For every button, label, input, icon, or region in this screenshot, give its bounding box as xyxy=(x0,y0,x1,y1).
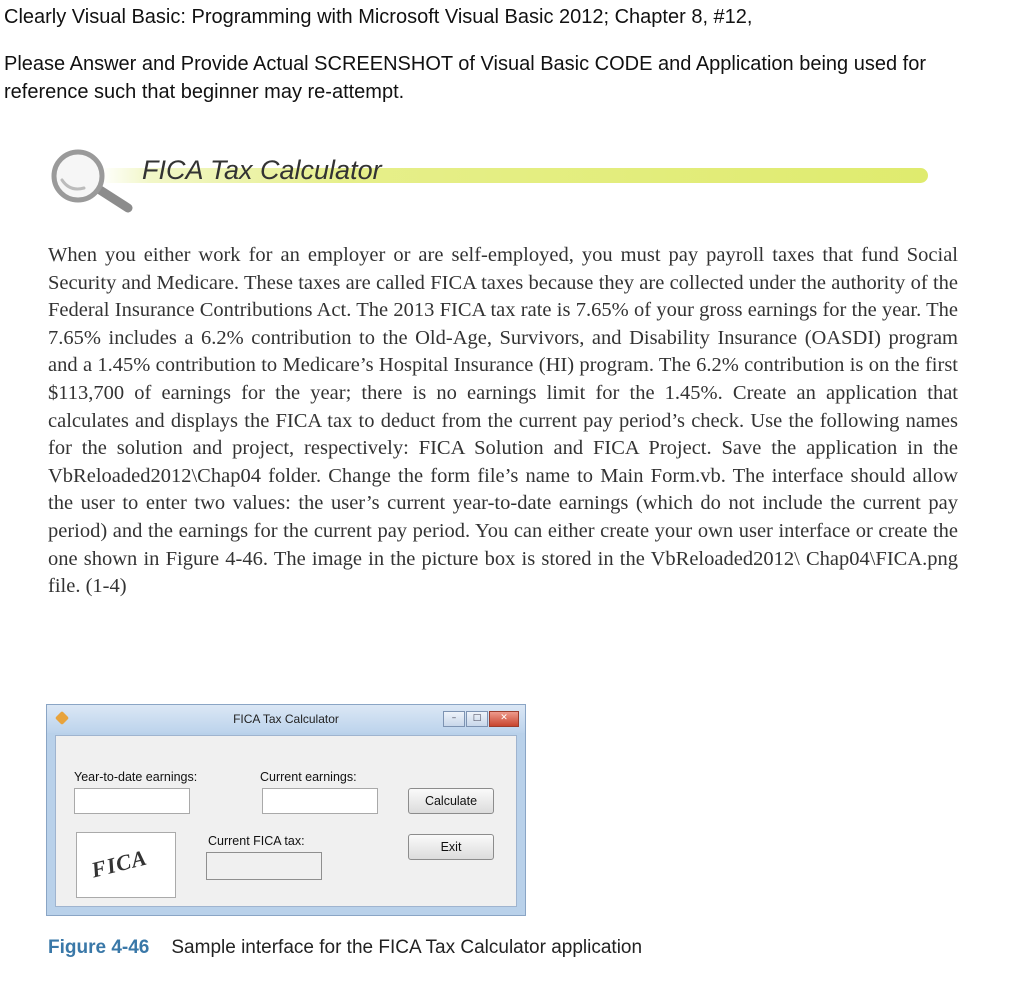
current-earnings-label: Current earnings: xyxy=(260,770,357,784)
fica-tax-label: Current FICA tax: xyxy=(208,834,305,848)
minimize-icon[interactable]: – xyxy=(443,711,465,727)
magnifier-icon xyxy=(40,146,138,216)
section-title: FICA Tax Calculator xyxy=(142,155,382,185)
exercise-text: When you either work for an employer or are self-employed, you must pay payroll taxes that fund Social Security and Medicare. These taxes are called FICA taxes because they are collected under the authority of the Federal Insurance Contributions Act. The 2013 FICA tax rate is 7.65% of your gross earnings for the year. The 7.65% includes a 6.2% contribution to the Old-Age, Survivors, and Disability Insurance (OASDI) program and a 1.45% contribution to Medicare’s Hospital Insurance (HI) program. The 6.2% contribution is on the first $113,700 of earnings for the year; there is no earnings limit for the 1.45%. Create an application that calculates and displays the FICA tax to deduct from the current pay period’s check. Use the following names for the solution and project, respectively: FICA Solution and FICA Project. Save the application in the VbReloaded2012\Chap04 folder. Change the form file’s name to Main Form.vb. The interface should allow the user to enter two values: the user’s current year-to-date earnings (which do not include the current pay period) and the earnings for the current pay period. You can either create your own user interface or create the one shown in Figure 4-46. The image in the picture box is stored in the VbReloaded2012\ Chap04\FICA.png file. (1-4) xyxy=(48,244,958,598)
ytd-earnings-input[interactable] xyxy=(74,788,190,814)
ytd-earnings-label: Year-to-date earnings: xyxy=(74,770,198,784)
fica-tax-output xyxy=(206,852,322,880)
fica-window xyxy=(46,704,526,916)
close-icon[interactable]: ✕ xyxy=(489,711,519,727)
figure-caption xyxy=(48,937,642,959)
current-earnings-input[interactable] xyxy=(262,788,378,814)
window-client-area xyxy=(55,735,517,907)
maximize-icon[interactable]: □ xyxy=(466,711,488,727)
window-titlebar[interactable] xyxy=(47,705,525,733)
figure-caption-text: Sample interface for the FICA Tax Calculator application xyxy=(171,937,643,958)
exercise-paragraph xyxy=(48,242,958,601)
figure-number: Figure 4-46 xyxy=(48,937,150,958)
exit-button[interactable]: Exit xyxy=(408,834,494,860)
question-line-1: Clearly Visual Basic: Programming with Microsoft Visual Basic 2012; Chapter 8, #12, xyxy=(4,6,753,28)
question-line-2: Please Answer and Provide Actual SCREENSHOT of Visual Basic CODE and Application being used for reference such that beginner may re-attempt. xyxy=(4,53,926,103)
fica-logo-text: FICA xyxy=(88,844,150,883)
calculate-button[interactable]: Calculate xyxy=(408,788,494,814)
fica-picture-box xyxy=(76,832,176,898)
window-title: FICA Tax Calculator xyxy=(233,712,339,726)
window-controls xyxy=(442,711,519,727)
